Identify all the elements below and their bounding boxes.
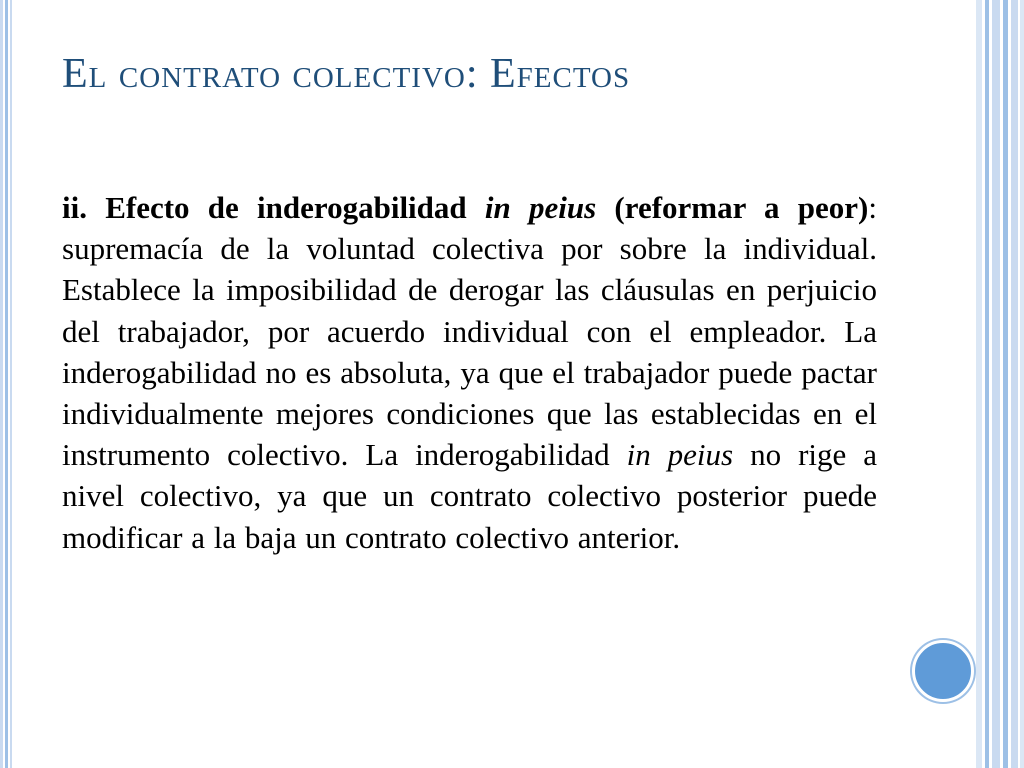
left-decorative-border	[0, 0, 14, 768]
right-border-stripe	[1011, 0, 1018, 768]
right-border-stripe	[985, 0, 989, 768]
paragraph-text: : supremacía de la voluntad colectiva por sobre la individual. Establece la imposibilidad de derogar las cláusulas en perjuicio del trabajador, por acuerdo individual con el empleador. La inderogabilidad no es absoluta, ya que el trabajador puede pactar individualmente mejores condiciones que las establecidas en el instrumento colectivo. La inderogabilidad	[62, 190, 878, 473]
body-paragraph	[62, 187, 877, 558]
left-border-stripe	[0, 0, 3, 768]
right-decorative-border	[976, 0, 1024, 768]
left-border-stripe	[10, 0, 12, 768]
right-border-stripe	[976, 0, 982, 768]
paragraph-latin-term: in peius	[484, 190, 597, 225]
right-border-stripe	[1003, 0, 1008, 768]
right-border-stripe	[1020, 0, 1024, 768]
paragraph-bold-gloss: (reformar a peor)	[596, 190, 869, 225]
paragraph-text-end: no rige a nivel colectivo, ya que un contrato colectivo posterior puede modificar a la baja un contrato colectivo anterior.	[62, 437, 877, 555]
right-border-stripe	[992, 0, 1000, 768]
left-border-stripe	[5, 0, 8, 768]
paragraph-latin-term-2: in peius	[626, 437, 734, 473]
decorative-circle	[912, 640, 974, 702]
paragraph-bold-intro: ii. Efecto de inderogabilidad	[62, 190, 485, 225]
slide-title: El contrato colectivo: Efectos	[62, 51, 631, 97]
